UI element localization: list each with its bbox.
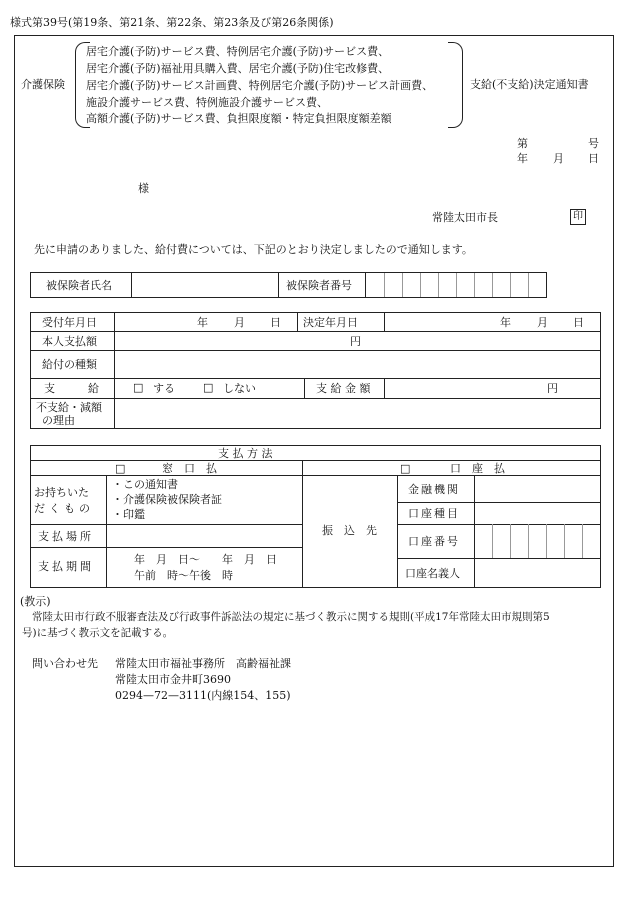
benefit-amount-label: 支 給 金 額 [316, 382, 371, 395]
received-month[interactable]: 月 [234, 316, 245, 329]
bring-item: ・介護保険被保険者証 [112, 493, 222, 506]
insured-number-digit[interactable] [528, 273, 547, 297]
service-line-2: 居宅介護(予防)福祉用具購入費、居宅介護(予防)住宅改修費、 [86, 62, 390, 75]
seal-mark: 印 [570, 209, 586, 225]
insured-number-digit[interactable] [510, 273, 529, 297]
bring-items-label-1: お持ちいた [34, 486, 89, 499]
service-line-1: 居宅介護(予防)サービス費、特例居宅介護(予防)サービス費、 [86, 45, 390, 58]
addressee-honorific: 様 [138, 182, 149, 195]
instruction-line-1: 常陸太田市行政不服審査法及び行政事件訴訟法の規定に基づく教示に関する規則(平成17年常陸太田市規則第5 [32, 611, 550, 623]
bring-item: ・印鑑 [112, 508, 145, 521]
bring-item: ・この通知書 [112, 478, 178, 491]
account-holder-label: 口座名義人 [405, 567, 460, 580]
date-day: 日 [588, 152, 599, 165]
number-label: 第 [517, 137, 528, 150]
form-number: 様式第39号(第19条、第21条、第22条、第23条及び第26条関係) [10, 16, 334, 29]
received-date-label: 受付年月日 [42, 316, 97, 329]
insured-number-digit[interactable] [456, 273, 475, 297]
contact-label: 問い合わせ先 [32, 657, 98, 670]
payment-place-label: 支払場所 [38, 530, 94, 543]
decided-day[interactable]: 日 [573, 316, 584, 329]
payment-amount-label: 本人支払額 [42, 335, 97, 348]
payment-amount-yen[interactable]: 円 [350, 335, 361, 348]
reason-label-2: の理由 [42, 414, 75, 427]
insured-name-label: 被保険者氏名 [46, 279, 112, 292]
insured-number-label: 被保険者番号 [286, 279, 352, 292]
number-suffix: 号 [588, 137, 599, 150]
counter-payment-label: 窓 口 払 [162, 462, 217, 475]
service-line-4: 施設介護サービス費、特例施設介護サービス費、 [86, 96, 328, 109]
reason-label-1: 不支給・減額 [36, 401, 102, 414]
received-year[interactable]: 年 [197, 316, 208, 329]
payment-type-label-2: 給 [88, 382, 99, 395]
account-payment-label: 口 座 払 [450, 462, 505, 475]
instruction-line-2: 号)に基づく教示文を記載する。 [22, 627, 174, 639]
insured-number-digit[interactable] [402, 273, 421, 297]
payment-period-dates[interactable]: 年 月 日〜 年 月 日 [134, 553, 277, 566]
date-month: 月 [553, 152, 564, 165]
issuer-name: 常陸太田市長 [432, 211, 498, 224]
option-no-checkbox[interactable]: □ [203, 381, 214, 394]
contact-office: 常陸太田市福祉事務所 高齢福祉課 [115, 657, 291, 670]
insured-number-digit[interactable] [384, 273, 403, 297]
option-yes-checkbox[interactable]: □ [133, 381, 144, 394]
decided-month[interactable]: 月 [537, 316, 548, 329]
insurance-label: 介護保険 [21, 78, 65, 91]
instruction-heading: (教示) [20, 595, 51, 608]
insured-number-digit[interactable] [474, 273, 493, 297]
notice-title: 支給(不支給)決定通知書 [470, 78, 589, 91]
payment-type-label-1: 支 [44, 382, 55, 395]
decision-table [30, 312, 601, 429]
account-type-label: 口座種目 [408, 507, 460, 520]
transfer-label: 振 込 先 [322, 524, 377, 537]
contact-phone: 0294—72—3111(内線154、155) [115, 689, 291, 702]
bank-label: 金融機関 [408, 483, 460, 496]
payment-period-times[interactable]: 午前 時〜午後 時 [134, 569, 233, 582]
insured-number-digit[interactable] [438, 273, 457, 297]
payment-period-label: 支払期間 [38, 560, 94, 573]
decided-year[interactable]: 年 [500, 316, 511, 329]
bring-items-label-2: だくもの [34, 502, 94, 515]
service-line-5: 高額介護(予防)サービス費、負担限度額・特定負担限度額差額 [86, 112, 392, 125]
insured-number-digit[interactable] [492, 273, 511, 297]
contact-address: 常陸太田市金井町3690 [115, 673, 231, 686]
intro-text: 先に申請のありました、給付費については、下記のとおり決定しましたので通知します。 [34, 243, 473, 256]
option-no-label: しない [223, 382, 256, 395]
insured-number-digit[interactable] [420, 273, 439, 297]
payment-method-title: 支 払 方 法 [218, 447, 273, 460]
account-checkbox[interactable]: □ [400, 462, 411, 475]
decided-date-label: 決定年月日 [303, 316, 358, 329]
benefit-kind-label: 給付の種類 [42, 358, 97, 371]
right-parenthesis [448, 42, 463, 128]
date-year: 年 [517, 152, 528, 165]
received-day[interactable]: 日 [270, 316, 281, 329]
option-yes-label: する [153, 382, 175, 395]
account-number-label: 口座番号 [408, 535, 460, 548]
benefit-amount-yen[interactable]: 円 [547, 382, 558, 395]
service-line-3: 居宅介護(予防)サービス計画費、特例居宅介護(予防)サービス計画費、 [86, 79, 434, 92]
counter-checkbox[interactable]: □ [115, 462, 126, 475]
